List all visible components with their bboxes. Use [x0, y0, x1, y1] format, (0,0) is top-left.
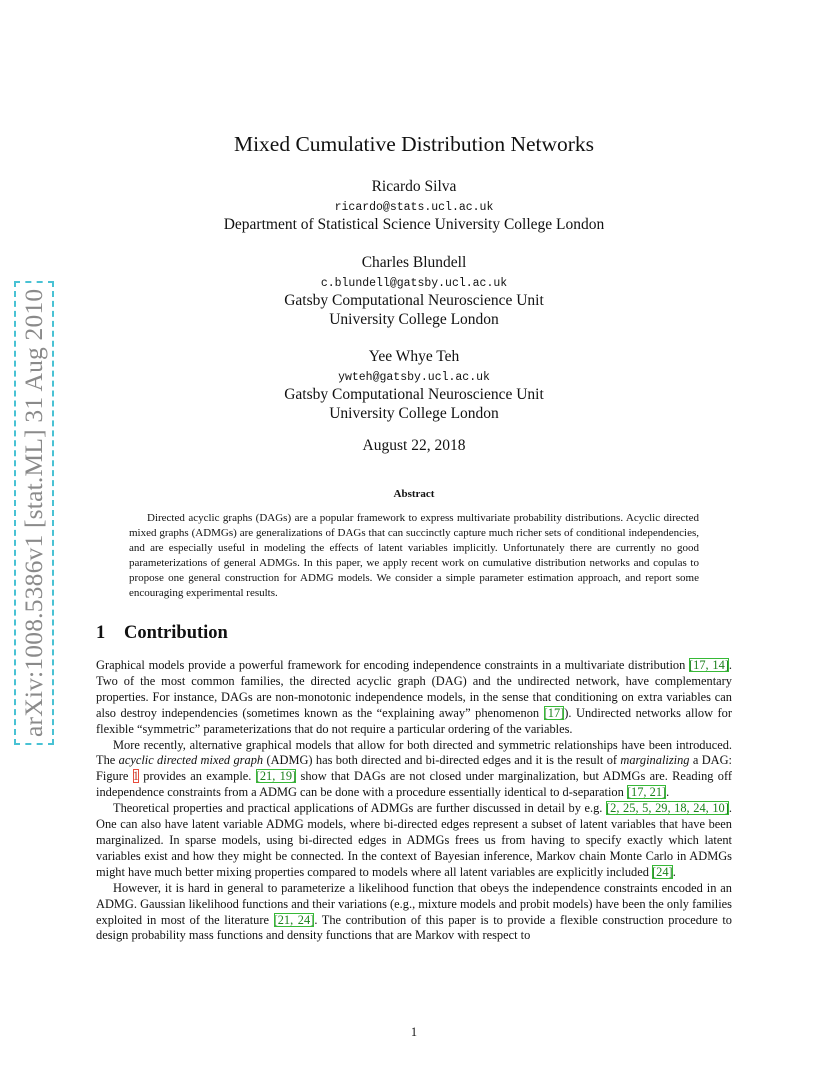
- text-run: . The contribution of this paper is to provide a flexible construction procedure to design probability mass functions and density functions that are Markov with respect to: [96, 912, 733, 943]
- citation-link[interactable]: [2, 25, 5, 29, 18, 24, 10]: [606, 801, 729, 816]
- body-paragraph: [96, 801, 732, 881]
- author-name: Charles Blundell: [361, 254, 467, 271]
- author-affiliation: Gatsby Computational Neuroscience Unit: [284, 292, 544, 309]
- emphasized-term: acyclic directed mixed graph: [118, 753, 264, 768]
- author-affiliation: University College London: [329, 405, 499, 422]
- abstract-text: Directed acyclic graphs (DAGs) are a popular framework to express multivariate probability distributions. Acyclic directed mixed graphs (ADMGs) are generalizations of DAGs that can succinctly capture much richer sets of conditional independencies, and are especially useful in modeling the effects of latent variables implicitly. Unfortunately there are currently no good parameterizations of general ADMGs. In this paper, we apply recent work on cumulative distribution networks and copulas to propose one general construction for ADMG models. We consider a simple parameter estimation approach, and report some encouraging experimental results.: [129, 512, 699, 600]
- paper-title: Mixed Cumulative Distribution Networks: [233, 132, 595, 156]
- section-title: Contribution: [124, 623, 228, 643]
- page-number: 1: [410, 1025, 418, 1039]
- text-run: . One can also have latent variable ADMG models, where bi-directed edges represent a subset of latent variables that have been marginalized. In sparse models, using bi-directed edges in ADMGs frees us from having to specify exactly which latent variables exist and how they might be connected. In the context of Bayesian inference, Markov chain Monte Carlo in ADMGs might have much better mixing properties compared to models where all latent variables are explicitly included: [96, 801, 732, 879]
- arxiv-identifier[interactable]: arXiv:1008.5386v1 [stat.ML] 31 Aug 2010: [14, 281, 54, 745]
- section-heading: [96, 623, 228, 644]
- body-paragraph: [96, 881, 732, 945]
- text-run: a DAG: Figure: [96, 753, 732, 784]
- body-text: [96, 658, 732, 944]
- section-number: 1: [96, 623, 106, 643]
- body-paragraph: [96, 658, 732, 738]
- paper-date: August 22, 2018: [362, 437, 466, 454]
- text-run: Graphical models provide a powerful framework for encoding independence constraints in a multivariate distribution: [96, 658, 690, 672]
- citation-link[interactable]: [21, 24]: [273, 912, 315, 927]
- author-name: Yee Whye Teh: [368, 348, 460, 365]
- author-email[interactable]: c.blundell@gatsby.ucl.ac.uk: [320, 277, 508, 290]
- text-run: However, it is hard in general to parameterize a likelihood function that obeys the independence constraints encoded in an ADMG. Gaussian likelihood functions and their variations (e.g., mixture models and probit models) have been the only families exploited in most of the literature: [96, 880, 732, 927]
- text-run: Theoretical properties and practical applications of ADMGs are further discussed in detail by e.g.: [113, 801, 607, 816]
- citation-link[interactable]: [17]: [543, 705, 565, 720]
- text-run: . Two of the most common families, the directed acyclic graph (DAG) and the undirected network, have complementary properties. For instance, DAGs are non-monotonic independence models, in the sense that conditioning on extra variables can also destroy independencies (sometimes known as the “explaining away” phenomenon: [96, 658, 732, 720]
- author-email[interactable]: ricardo@stats.ucl.ac.uk: [334, 201, 494, 214]
- text-run: .: [672, 864, 676, 879]
- text-run: .: [666, 785, 670, 800]
- citation-link[interactable]: [17, 14]: [689, 658, 729, 672]
- author-affiliation: University College London: [329, 311, 499, 328]
- citation-link[interactable]: [17, 21]: [626, 785, 667, 800]
- author-affiliation: Department of Statistical Science University College London: [223, 216, 605, 233]
- text-run: ). Undirected networks allow for flexible “symmetric” parameterizations that do not require a particular ordering of the variables.: [96, 705, 732, 736]
- author-email[interactable]: ywteh@gatsby.ucl.ac.uk: [338, 371, 490, 384]
- text-run: More recently, alternative graphical models that allow for both directed and symmetric relationships have been introduced. The: [96, 737, 732, 768]
- author-affiliation: Gatsby Computational Neuroscience Unit: [284, 386, 544, 403]
- text-run: provides an example.: [138, 769, 256, 784]
- text-run: show that DAGs are not closed under marginalization, but ADMGs are. Reading off independence constraints from a ADMG can be done with a procedure essentially identical to d-separation: [96, 769, 733, 800]
- author-name: Ricardo Silva: [371, 178, 457, 195]
- abstract-heading: Abstract: [393, 488, 435, 500]
- citation-link[interactable]: [24]: [652, 864, 673, 879]
- emphasized-term: marginalizing: [620, 753, 690, 768]
- text-run: (ADMG) has both directed and bi-directed edges and it is the result of: [263, 753, 621, 768]
- body-paragraph: [96, 738, 732, 802]
- citation-link[interactable]: [21, 19]: [255, 769, 297, 784]
- figure-ref-link[interactable]: 1: [132, 769, 139, 784]
